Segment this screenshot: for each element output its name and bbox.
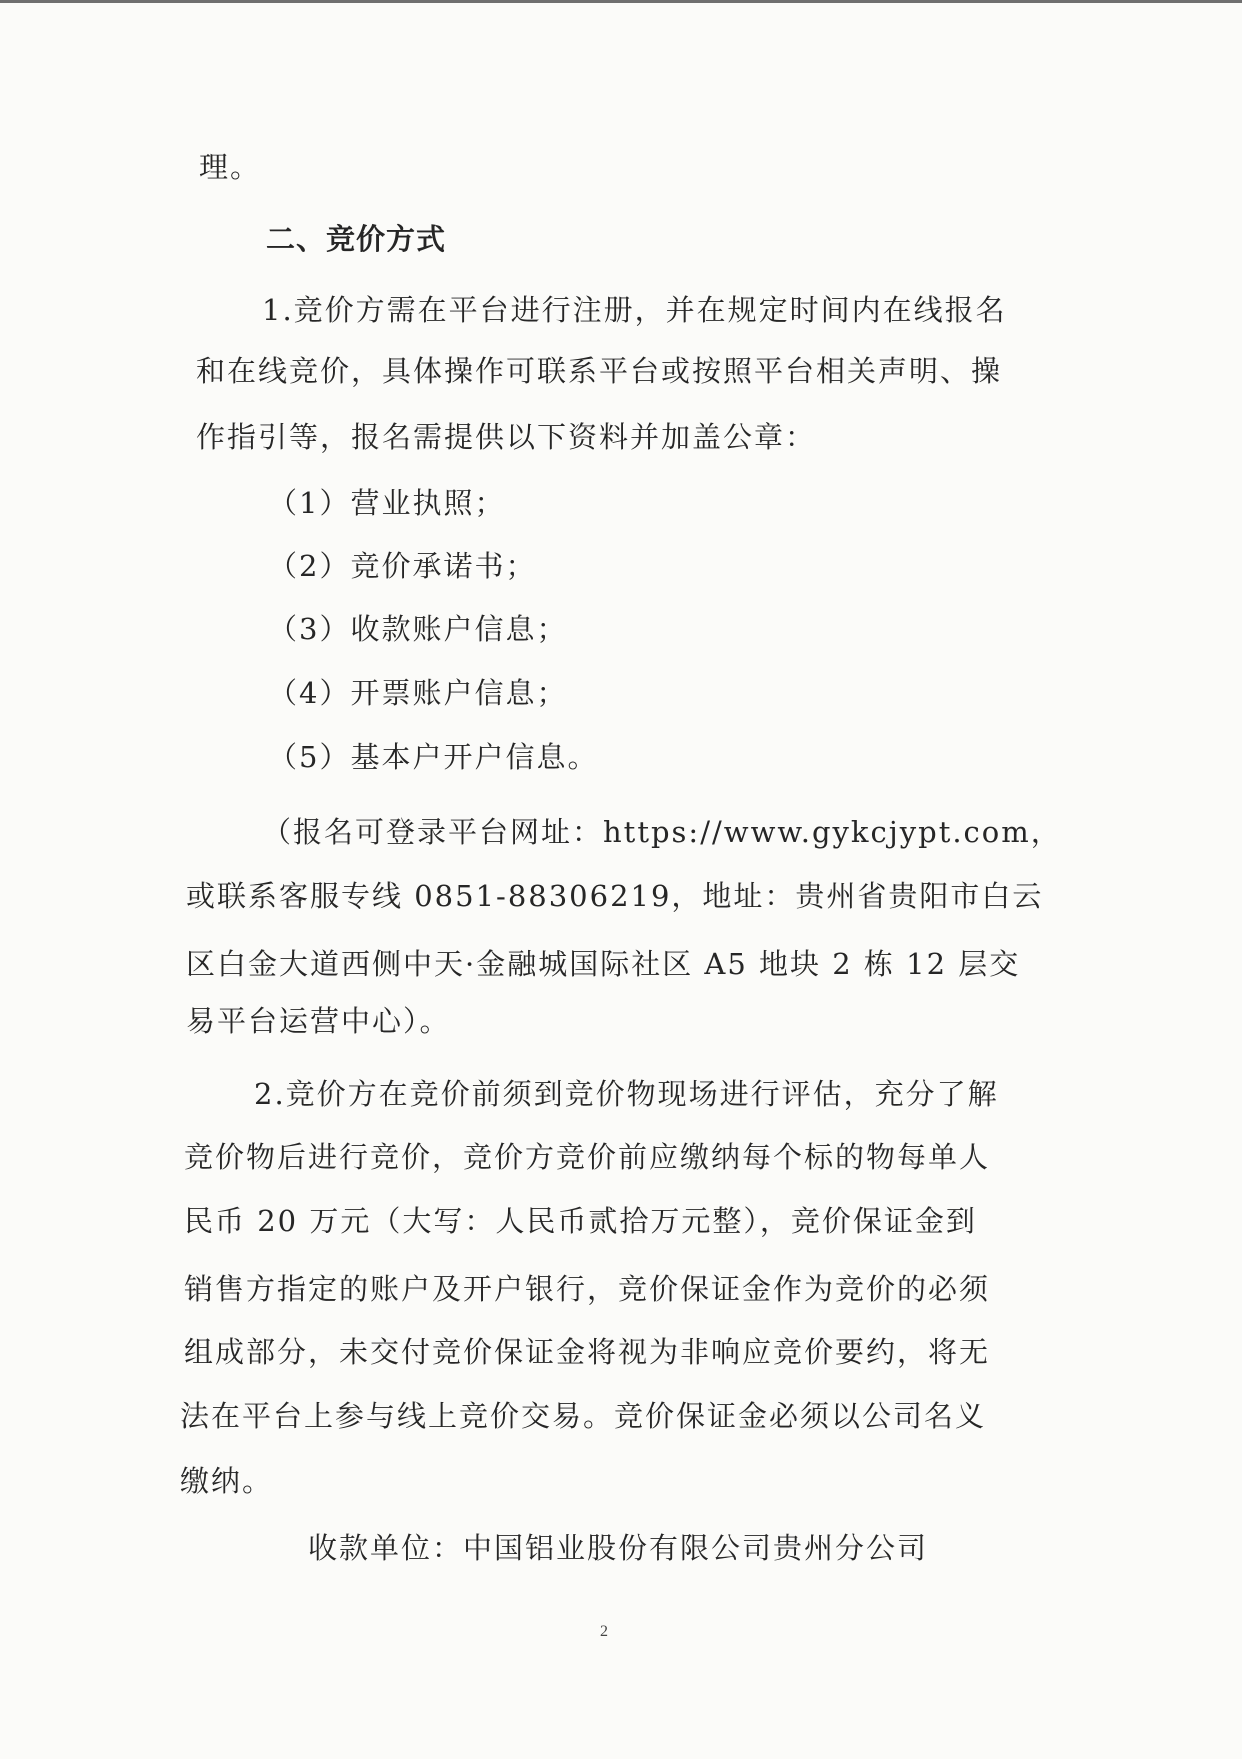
text-line: 组成部分，未交付竞价保证金将视为非响应竞价要约，将无 xyxy=(184,1335,991,1369)
text-line: 理。 xyxy=(199,150,262,184)
text-line: （报名可登录平台网址：https://www.gykcjypt.com， xyxy=(262,815,1062,849)
text-line: 缴纳。 xyxy=(180,1464,274,1498)
list-item: （5）基本户开户信息。 xyxy=(268,740,599,774)
text-line: 易平台运营中心）。 xyxy=(186,1004,451,1038)
payee-line: 收款单位：中国铝业股份有限公司贵州分公司 xyxy=(308,1531,929,1565)
text-line: 销售方指定的账户及开户银行，竞价保证金作为竞价的必须 xyxy=(184,1272,991,1306)
section-heading: 二、竞价方式 xyxy=(266,222,447,256)
text-line: 竞价物后进行竞价，竞价方竞价前应缴纳每个标的物每单人 xyxy=(184,1140,991,1174)
list-item: （3）收款账户信息； xyxy=(268,612,568,646)
scan-top-edge xyxy=(0,0,1242,3)
text-line: 法在平台上参与线上竞价交易。竞价保证金必须以公司名义 xyxy=(180,1399,987,1433)
text-line: 2.竞价方在竞价前须到竞价物现场进行评估，充分了解 xyxy=(254,1077,999,1111)
list-item: （2）竞价承诺书； xyxy=(268,549,537,583)
text-line: 区白金大道西侧中天·金融城国际社区 A5 地块 2 栋 12 层交 xyxy=(186,947,1021,981)
list-item: （4）开票账户信息； xyxy=(268,676,568,710)
page-number: 2 xyxy=(600,1623,608,1640)
text-line: 1.竞价方需在平台进行注册，并在规定时间内在线报名 xyxy=(262,293,1007,327)
text-line: 或联系客服专线 0851-88306219，地址：贵州省贵阳市白云 xyxy=(186,879,1044,913)
text-line: 民币 20 万元（大写：人民币贰拾万元整），竞价保证金到 xyxy=(184,1204,977,1238)
list-item: （1）营业执照； xyxy=(268,486,506,520)
text-line: 作指引等，报名需提供以下资料并加盖公章： xyxy=(196,420,817,454)
text-line: 和在线竞价，具体操作可联系平台或按照平台相关声明、操 xyxy=(196,354,1003,388)
